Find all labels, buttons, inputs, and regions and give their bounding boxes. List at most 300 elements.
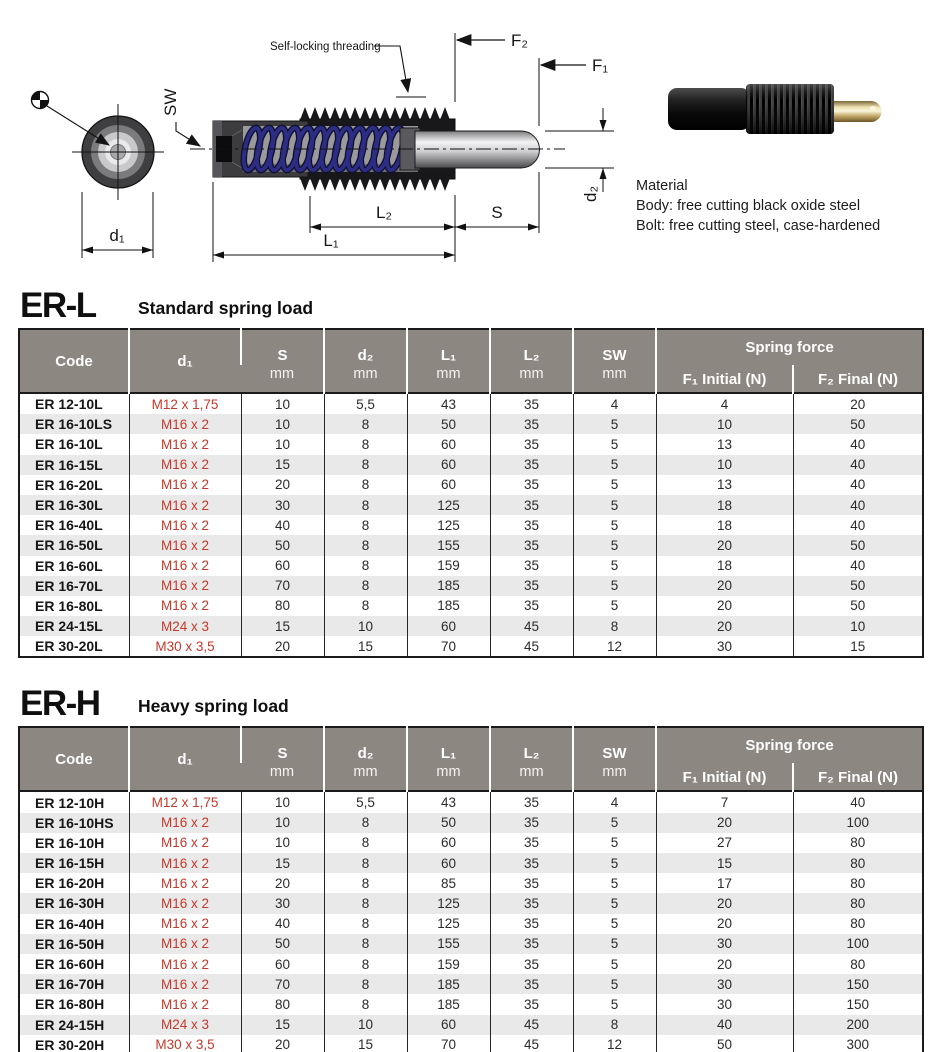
table-cell: 10 [241, 833, 324, 853]
sw-dim-label: SW [161, 88, 180, 116]
table-cell: 60 [407, 833, 490, 853]
table-row [19, 994, 923, 1014]
table-cell: 18 [656, 495, 793, 515]
table-cell: 35 [490, 833, 573, 853]
table-cell: 35 [490, 576, 573, 596]
table-cell: 35 [490, 434, 573, 454]
table-cell: 60 [241, 954, 324, 974]
table-cell: 185 [407, 974, 490, 994]
table-cell: 5 [573, 994, 656, 1014]
table-cell: 50 [656, 1035, 793, 1052]
table-cell: 40 [241, 515, 324, 535]
table-cell: 18 [656, 515, 793, 535]
er-h-title: ER-H [20, 684, 100, 724]
table-cell: 60 [407, 434, 490, 454]
table-cell: 8 [324, 914, 407, 934]
table-cell: 159 [407, 954, 490, 974]
table-cell: 35 [490, 853, 573, 873]
table-cell: 185 [407, 994, 490, 1014]
table-cell: 8 [324, 556, 407, 576]
table-cell: 125 [407, 495, 490, 515]
table-cell: 10 [656, 455, 793, 475]
code-cell: ER 16-40H [35, 915, 105, 932]
col-header-sw: SW [573, 329, 656, 365]
table-cell: 8 [324, 934, 407, 954]
table-cell: 70 [241, 974, 324, 994]
er-h-subtitle: Heavy spring load [138, 696, 289, 717]
table-cell: 35 [490, 414, 573, 434]
code-cell: ER 16-30H [35, 895, 105, 912]
table-cell: 35 [490, 535, 573, 555]
table-cell: 15 [324, 636, 407, 657]
table-cell: 80 [793, 873, 923, 893]
table-cell: 15 [656, 853, 793, 873]
table-cell: M16 x 2 [129, 475, 241, 495]
table-cell: 10 [793, 616, 923, 636]
table-cell: 60 [407, 616, 490, 636]
table-cell: 60 [407, 455, 490, 475]
table-cell: 15 [793, 636, 923, 657]
table-cell: 5 [573, 853, 656, 873]
table-cell: 5 [573, 974, 656, 994]
table-cell: 8 [324, 994, 407, 1014]
table-cell: 35 [490, 596, 573, 616]
table-cell: M30 x 3,5 [129, 636, 241, 657]
col-header-d1: d₁ [129, 727, 241, 791]
table-cell: 30 [656, 636, 793, 657]
table-cell: 50 [793, 414, 923, 434]
table-cell: 4 [573, 791, 656, 812]
table-cell: 80 [793, 853, 923, 873]
code-cell: ER 16-10L [35, 436, 103, 453]
table-cell: 35 [490, 455, 573, 475]
table-cell: M16 x 2 [129, 934, 241, 954]
table-cell: 35 [490, 974, 573, 994]
table-cell: 30 [241, 893, 324, 913]
table-cell: 10 [241, 434, 324, 454]
table-row [19, 954, 923, 974]
table-row [19, 616, 923, 636]
code-cell: ER 24-15H [35, 1016, 105, 1033]
table-cell: 50 [407, 414, 490, 434]
table-cell: 125 [407, 893, 490, 913]
code-cell: ER 16-80H [35, 996, 105, 1013]
table-cell: 5 [573, 576, 656, 596]
table-cell: 10 [241, 791, 324, 812]
table-cell: 60 [407, 1015, 490, 1035]
table-cell: M16 x 2 [129, 414, 241, 434]
er-l-heading [20, 286, 940, 323]
code-cell: ER 16-40L [35, 517, 103, 534]
unit-mm: mm [407, 763, 490, 791]
table-cell: 8 [324, 455, 407, 475]
table-cell: 5 [573, 434, 656, 454]
table-cell: 8 [324, 475, 407, 495]
table-cell: 40 [793, 455, 923, 475]
code-cell: ER 16-10LS [35, 416, 113, 433]
table-cell: 27 [656, 833, 793, 853]
table-cell: 20 [656, 535, 793, 555]
code-cell: ER 30-20L [35, 638, 103, 655]
table-cell: 30 [656, 994, 793, 1014]
er-l-title: ER-L [20, 286, 96, 325]
table-row [19, 475, 923, 495]
unit-mm: mm [407, 365, 490, 393]
table-row [19, 434, 923, 454]
code-cell: ER 16-60H [35, 956, 105, 973]
table-cell: 5 [573, 934, 656, 954]
table-row [19, 515, 923, 535]
table-cell: 10 [241, 813, 324, 833]
table-row [19, 636, 923, 657]
table-cell: 8 [324, 434, 407, 454]
table-cell: 7 [656, 791, 793, 812]
table-cell: 15 [241, 1015, 324, 1035]
table-cell: 15 [241, 616, 324, 636]
table-cell: 5 [573, 833, 656, 853]
table-cell: 8 [324, 954, 407, 974]
code-cell: ER 16-10H [35, 834, 105, 851]
unit-mm: mm [324, 365, 407, 393]
table-cell: 45 [490, 636, 573, 657]
table-cell: 30 [656, 974, 793, 994]
table-cell: 300 [793, 1035, 923, 1052]
table-row [19, 576, 923, 596]
table-cell: 40 [656, 1015, 793, 1035]
table-cell: 17 [656, 873, 793, 893]
code-cell: ER 16-10HS [35, 814, 114, 831]
table-cell: 70 [407, 636, 490, 657]
code-cell: ER 16-20H [35, 875, 105, 892]
f1-dim-label: F₁ [592, 56, 609, 75]
table-row [19, 833, 923, 853]
table-cell: 100 [793, 813, 923, 833]
table-cell: 70 [407, 1035, 490, 1052]
table-cell: M16 x 2 [129, 974, 241, 994]
table-cell: 80 [793, 833, 923, 853]
table-cell: M12 x 1,75 [129, 393, 241, 414]
code-cell: ER 30-20H [35, 1036, 105, 1052]
table-cell: M16 x 2 [129, 535, 241, 555]
table-cell: 5 [573, 414, 656, 434]
table-cell: 45 [490, 1015, 573, 1035]
table-cell: 15 [241, 853, 324, 873]
table-cell: 20 [656, 576, 793, 596]
table-cell: 30 [656, 934, 793, 954]
table-cell: 20 [656, 954, 793, 974]
table-cell: 40 [793, 495, 923, 515]
table-cell: 15 [324, 1035, 407, 1052]
code-cell: ER 16-50L [35, 537, 103, 554]
table-cell: 40 [793, 791, 923, 812]
table-cell: 5,5 [324, 393, 407, 414]
d2-dim-label: d₂ [581, 185, 600, 202]
table-row [19, 914, 923, 934]
table-cell: 8 [324, 535, 407, 555]
drawing-svg [0, 0, 940, 278]
table-cell: 35 [490, 934, 573, 954]
table-cell: M16 x 2 [129, 455, 241, 475]
table-cell: 50 [241, 535, 324, 555]
er-l-table [18, 328, 924, 658]
material-bolt-line: Bolt: free cutting steel, case-hardened [636, 218, 881, 234]
table-cell: 5 [573, 873, 656, 893]
table-cell: 8 [324, 495, 407, 515]
technical-drawing [0, 0, 940, 278]
table-cell: 8 [324, 515, 407, 535]
table-cell: 40 [793, 556, 923, 576]
table-cell: M16 x 2 [129, 873, 241, 893]
table-cell: 18 [656, 556, 793, 576]
table-cell: 60 [407, 853, 490, 873]
table-cell: 15 [241, 455, 324, 475]
code-cell: ER 16-50H [35, 935, 105, 952]
table-cell: 5,5 [324, 791, 407, 812]
col-header-f1-initial: F₁ Initial (N) [656, 763, 793, 791]
code-cell: ER 16-60L [35, 557, 103, 574]
s-dim-label: S [491, 203, 503, 222]
table-cell: M30 x 3,5 [129, 1035, 241, 1052]
table-cell: 80 [793, 914, 923, 934]
table-cell: 125 [407, 914, 490, 934]
code-cell: ER 16-80L [35, 597, 103, 614]
table-cell: 13 [656, 475, 793, 495]
col-header-s: S [241, 727, 324, 763]
table-row [19, 853, 923, 873]
table-cell: 50 [793, 576, 923, 596]
code-cell: ER 16-20L [35, 476, 103, 493]
col-header-code: Code [19, 727, 129, 791]
table-row [19, 495, 923, 515]
col-header-l1: L₁ [407, 727, 490, 763]
table-cell: 8 [324, 853, 407, 873]
table-cell: 8 [573, 616, 656, 636]
unit-mm: mm [241, 365, 324, 393]
table-cell: 159 [407, 556, 490, 576]
table-cell: 40 [793, 475, 923, 495]
table-cell: 10 [241, 414, 324, 434]
table-cell: 8 [324, 576, 407, 596]
table-cell: 8 [324, 813, 407, 833]
table-cell: M16 x 2 [129, 954, 241, 974]
table-cell: 20 [793, 393, 923, 414]
table-cell: 60 [241, 556, 324, 576]
table-cell: 50 [241, 934, 324, 954]
table-cell: 10 [241, 393, 324, 414]
table-cell: 35 [490, 495, 573, 515]
datum-target-icon [32, 92, 49, 109]
code-cell: ER 16-70L [35, 577, 103, 594]
code-cell: ER 24-15L [35, 618, 103, 635]
table-cell: 5 [573, 813, 656, 833]
table-cell: M16 x 2 [129, 495, 241, 515]
table-cell: 20 [241, 1035, 324, 1052]
col-header-f2-final: F₂ Final (N) [793, 763, 923, 791]
table-cell: 8 [324, 974, 407, 994]
table-cell: 5 [573, 893, 656, 913]
table-cell: 155 [407, 934, 490, 954]
material-title: Material [636, 178, 688, 194]
unit-mm: mm [490, 763, 573, 791]
table-cell: 35 [490, 914, 573, 934]
table-cell: 8 [324, 873, 407, 893]
code-cell: ER 16-15H [35, 855, 105, 872]
material-body-line: Body: free cutting black oxide steel [636, 198, 861, 214]
table-cell: 85 [407, 873, 490, 893]
table-cell: 10 [324, 616, 407, 636]
table-cell: 20 [656, 813, 793, 833]
table-cell: 8 [324, 833, 407, 853]
table-cell: 12 [573, 1035, 656, 1052]
table-cell: 80 [241, 994, 324, 1014]
table-cell: M16 x 2 [129, 853, 241, 873]
table-cell: M24 x 3 [129, 616, 241, 636]
table-cell: 5 [573, 495, 656, 515]
er-h-table [18, 726, 924, 1052]
col-header-sw: SW [573, 727, 656, 763]
table-cell: M16 x 2 [129, 556, 241, 576]
table-row [19, 393, 923, 414]
table-cell: 20 [241, 475, 324, 495]
table-cell: 40 [241, 914, 324, 934]
table-cell: 150 [793, 994, 923, 1014]
table-cell: 13 [656, 434, 793, 454]
table-cell: M16 x 2 [129, 893, 241, 913]
table-cell: M16 x 2 [129, 576, 241, 596]
table-cell: M24 x 3 [129, 1015, 241, 1035]
table-cell: 50 [793, 596, 923, 616]
table-cell: 5 [573, 455, 656, 475]
table-cell: 5 [573, 475, 656, 495]
col-header-f1-initial: F₁ Initial (N) [656, 365, 793, 393]
table-cell: M16 x 2 [129, 434, 241, 454]
table-cell: M12 x 1,75 [129, 791, 241, 812]
unit-mm: mm [241, 763, 324, 791]
table-cell: 50 [793, 535, 923, 555]
table-row [19, 974, 923, 994]
table-cell: 80 [793, 893, 923, 913]
table-cell: 30 [241, 495, 324, 515]
table-cell: 5 [573, 535, 656, 555]
col-header-l1: L₁ [407, 329, 490, 365]
table-row [19, 893, 923, 913]
table-cell: 45 [490, 616, 573, 636]
table-row [19, 873, 923, 893]
col-header-spring-force: Spring force [656, 329, 923, 365]
code-cell: ER 12-10L [35, 396, 103, 413]
table-row [19, 791, 923, 812]
unit-mm: mm [573, 365, 656, 393]
col-header-f2-final: F₂ Final (N) [793, 365, 923, 393]
table-cell: 35 [490, 515, 573, 535]
table-cell: 40 [793, 515, 923, 535]
table-cell: 80 [793, 954, 923, 974]
table-cell: 10 [324, 1015, 407, 1035]
table-cell: 60 [407, 475, 490, 495]
table-cell: 8 [324, 414, 407, 434]
table-cell: M16 x 2 [129, 596, 241, 616]
col-header-code: Code [19, 329, 129, 393]
table-cell: 5 [573, 515, 656, 535]
col-header-spring-force: Spring force [656, 727, 923, 763]
plunger-pin [415, 131, 540, 168]
table-cell: 80 [241, 596, 324, 616]
table-cell: 125 [407, 515, 490, 535]
table-cell: 35 [490, 813, 573, 833]
col-header-l2: L₂ [490, 727, 573, 763]
table-cell: 35 [490, 556, 573, 576]
d1-dim-label: d₁ [109, 226, 125, 245]
col-header-d2: d₂ [324, 329, 407, 365]
product-photo [668, 84, 882, 134]
table-cell: M16 x 2 [129, 994, 241, 1014]
table-row [19, 414, 923, 434]
table-cell: 10 [656, 414, 793, 434]
table-row [19, 934, 923, 954]
table-cell: 200 [793, 1015, 923, 1035]
table-cell: 20 [241, 873, 324, 893]
table-cell: 35 [490, 475, 573, 495]
table-cell: 35 [490, 393, 573, 414]
table-cell: M16 x 2 [129, 813, 241, 833]
table-cell: 100 [793, 934, 923, 954]
col-header-d2: d₂ [324, 727, 407, 763]
code-cell: ER 12-10H [35, 794, 105, 811]
table-cell: 43 [407, 791, 490, 812]
brass-bolt [834, 101, 882, 122]
col-header-l2: L₂ [490, 329, 573, 365]
table-cell: 150 [793, 974, 923, 994]
er-l-subtitle: Standard spring load [138, 298, 314, 318]
table-cell: 20 [656, 596, 793, 616]
unit-mm: mm [490, 365, 573, 393]
table-cell: M16 x 2 [129, 515, 241, 535]
table-row [19, 455, 923, 475]
table-cell: M16 x 2 [129, 833, 241, 853]
table-cell: 8 [573, 1015, 656, 1035]
table-cell: 40 [793, 434, 923, 454]
table-cell: 43 [407, 393, 490, 414]
table-row [19, 1015, 923, 1035]
section-view [161, 31, 614, 262]
table-cell: 35 [490, 893, 573, 913]
end-view [32, 92, 165, 259]
code-cell: ER 16-70H [35, 976, 105, 993]
table-cell: 50 [407, 813, 490, 833]
table-cell: 5 [573, 596, 656, 616]
table-cell: 35 [490, 873, 573, 893]
table-cell: 35 [490, 954, 573, 974]
table-cell: 35 [490, 791, 573, 812]
l2-dim-label: L₂ [375, 203, 393, 222]
table-cell: 8 [324, 893, 407, 913]
table-cell: 20 [241, 636, 324, 657]
er-h-heading [20, 684, 940, 724]
col-header-d1: d₁ [129, 329, 241, 393]
table-row [19, 556, 923, 576]
table-cell: 35 [490, 994, 573, 1014]
table-cell: 4 [573, 393, 656, 414]
table-cell: 8 [324, 596, 407, 616]
table-cell: 4 [656, 393, 793, 414]
table-cell: 70 [241, 576, 324, 596]
material-note [636, 176, 880, 236]
table-cell: 185 [407, 596, 490, 616]
code-cell: ER 16-15L [35, 456, 103, 473]
self-locking-note: Self-locking threading [270, 41, 381, 53]
table-cell: 5 [573, 914, 656, 934]
unit-mm: mm [324, 763, 407, 791]
